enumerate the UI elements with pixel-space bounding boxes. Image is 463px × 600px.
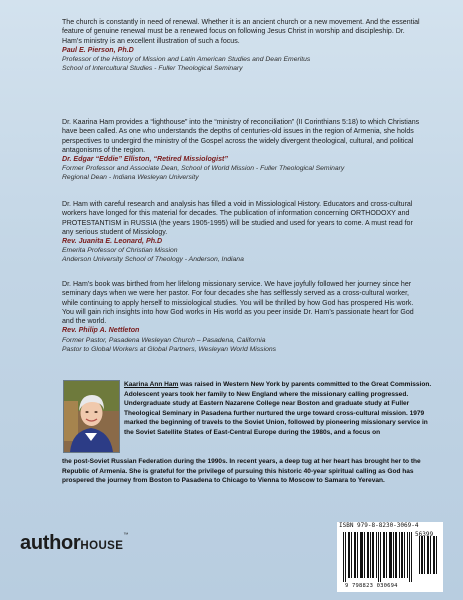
endorsement-text: Dr. Ham with careful research and analysis has filled a void in Missiological History. Educators and cross-cultural workers have longed for this material for decades. The publication of information concerning ORTHODOXY and PROTESTANTISM in RUSSIA (the years 1905-1995) will be studied and used for years to come. A must read for any serious student of Missiology. — [62, 201, 413, 236]
logo-trademark: ™ — [123, 532, 129, 538]
logo-house: HOUSE — [80, 540, 124, 552]
endorser-credential: Former Professor and Associate Dean, School of World Mission - Fuller Theological Seminary — [62, 165, 345, 173]
endorsement-3 — [62, 200, 422, 265]
endorsement-text: Dr. Ham’s book was birthed from her lifelong missionary service. We have joyfully followed her journey since her seminary days when we were her pastor. For four decades she has selflessly served as a cross-cultural worker, while continuing to apply herself to missiological studies. You will be thrilled by how God has prospered His work. You will gain rich insights into how God works in His world as you peer inside Dr. Ham’s passionate heart for God and the world. — [62, 281, 414, 326]
endorser-name: Dr. Edgar “Eddie” Elliston, “Retired Missiologist” — [62, 155, 228, 164]
endorsement-2 — [62, 118, 422, 183]
endorser-name: Paul E. Pierson, Ph.D — [62, 45, 134, 54]
author-bio — [124, 380, 439, 438]
endorser-name: Rev. Juanita E. Leonard, Ph.D — [62, 237, 163, 246]
endorser-credential: Regional Dean - Indiana Wesleyan University — [62, 174, 199, 182]
endorsement-1 — [62, 18, 422, 73]
endorser-credential: Professor of the History of Mission and Latin American Studies and Dean Emeritus — [62, 56, 311, 64]
author-bio-continued: the post-Soviet Russian Federation during the 1990s. In recent years, a deep tug at her heart has brought her to the Republic of Armenia. She is grateful for the privilege of pursuing this historic 40-year spiritual calling as God has prospered the journey from Boston to Pasadena to Chicago to Vienna to Moscow to Samara to Yerevan. — [62, 458, 421, 485]
barcode-digits: 9 798823 030694 — [345, 583, 398, 589]
author-bio-text: was raised in Western New York by parents committed to the Great Commission. Adolescent years took her family to New England where the missionary calling progressed. Undergraduate study at Eastern Nazarene College near Boston and graduate study at Fuller Theological Seminary in Pasadena further nurtured the urge toward cross-cultural mission. 1979 marked the beginning of travels to the Soviet Union, followed by pioneering missionary service in the Soviet Satellite States of East-Central Europe during the 1980s, and a focus on — [124, 381, 432, 436]
endorsement-text: The church is constantly in need of renewal. Whether it is an ancient church or a new movement. And the essential feature of genuine renewal must be a renewed focus on following Jesus Christ in worship and discipleship. Dr. Ham’s ministry is an excellent illustration of such a focus. — [62, 19, 420, 45]
author-name: Kaarina Ann Ham — [124, 381, 179, 388]
isbn-text: ISBN 979-8-8230-3069-4 — [339, 522, 419, 529]
endorsement-4 — [62, 280, 422, 354]
author-portrait-icon — [64, 381, 119, 452]
endorser-credential: Pastor to Global Workers at Global Partners, Wesleyan World Missions — [62, 345, 277, 353]
endorser-credential: Former Pastor, Pasadena Wesleyan Church – Pasadena, California — [62, 336, 266, 344]
endorser-credential: Anderson University School of Theology - Anderson, Indiana — [62, 256, 244, 264]
price-code: 56399 — [415, 531, 434, 538]
endorsement-text: Dr. Kaarina Ham provides a “lighthouse” into the “ministry of reconciliation” (II Corinthians 5:18) to which Christians have been called. As one who understands the depths of centuries-old issues in the region of Armenia, she holds perspectives to undergird the ministry of the Gospel across the widely divergent theological, cultural, and political antagonisms of the region. — [62, 119, 420, 154]
logo-author: author — [20, 532, 81, 554]
endorser-credential: School of Intercultural Studies - Fuller Theological Seminary — [62, 65, 243, 73]
author-photo — [63, 380, 120, 453]
endorser-credential: Emerita Professor of Christian Mission — [62, 247, 178, 255]
publisher-logo — [20, 532, 128, 555]
endorser-name: Rev. Philip A. Nettleton — [62, 326, 140, 335]
